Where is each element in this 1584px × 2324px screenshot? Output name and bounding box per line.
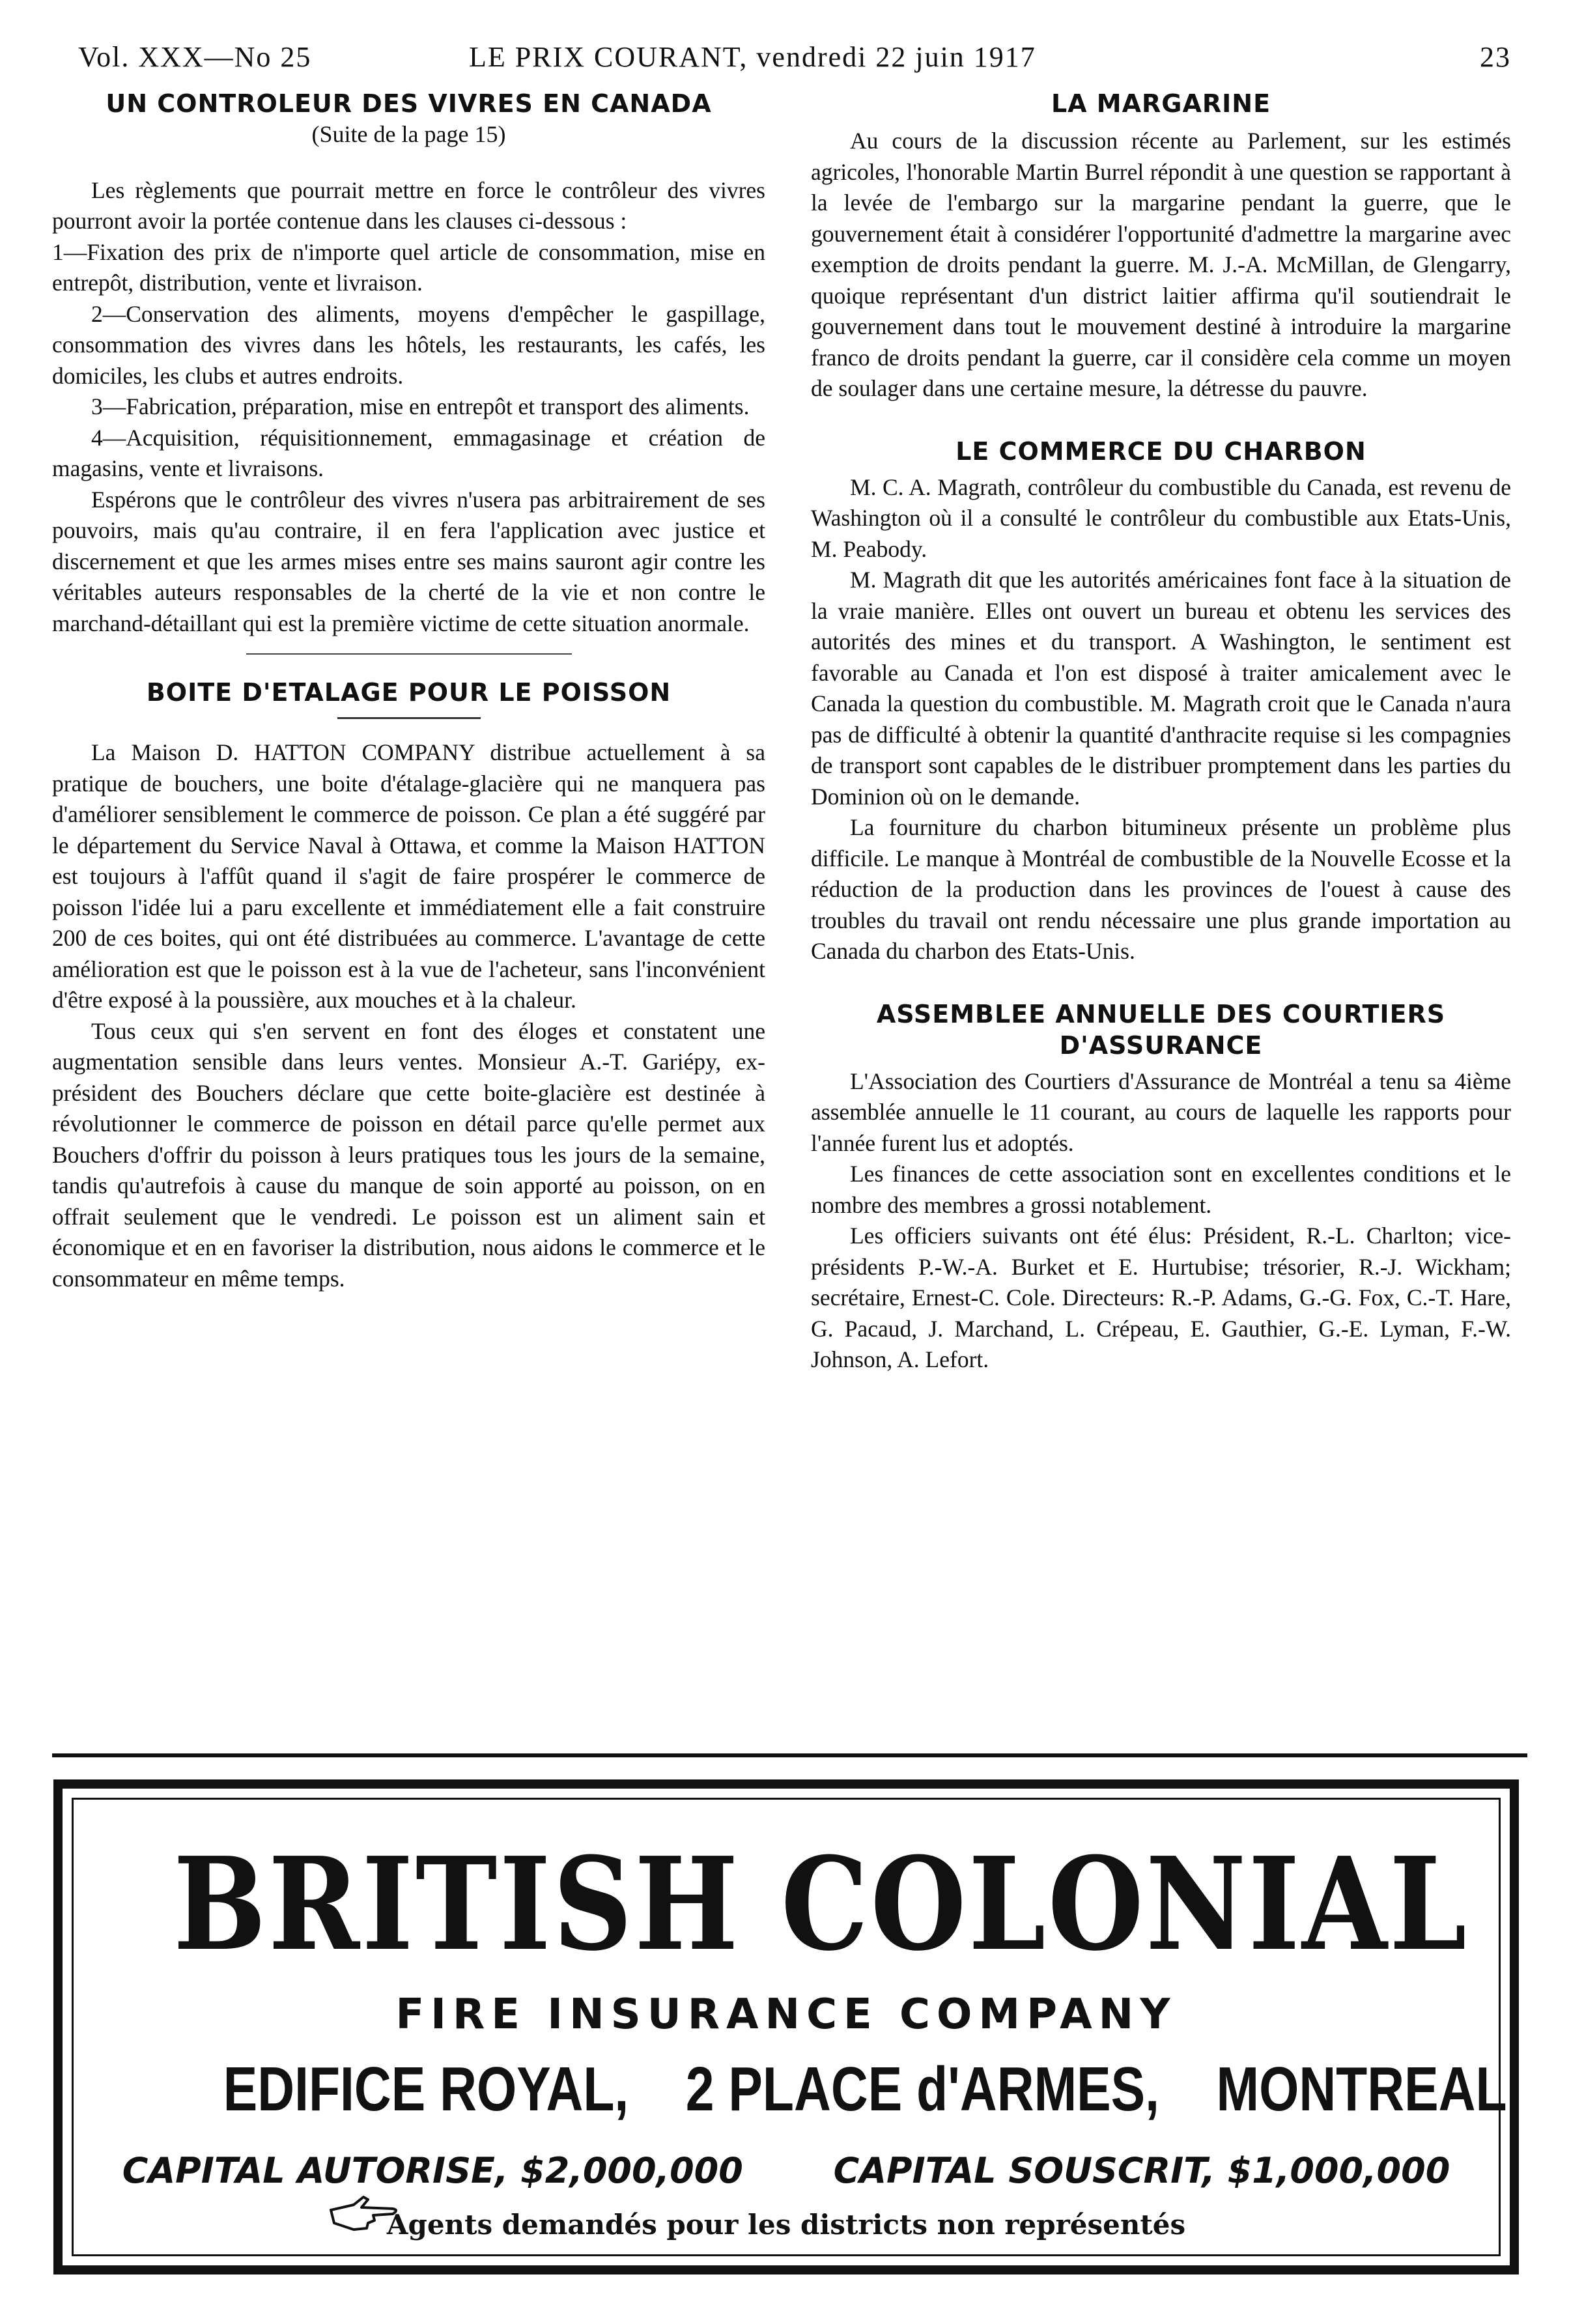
article-subtitle: (Suite de la page 15) (311, 121, 506, 147)
article-paragraph: Les règlements que pourrait mettre en force le contrôleur des vivres pourront avoir la portée contenue dans les clauses ci-dessous : (52, 177, 765, 234)
article-margarine (811, 88, 1511, 404)
article-list-item: 1—Fixation des prix de n'importe quel article de consommation, mise en entrepôt, distribution, vente et livraison. (52, 238, 765, 296)
ad-brand-name: BRITISH COLONIAL (173, 1830, 1469, 1979)
article-paragraph: La fourniture du charbon bitumineux présente un problème plus difficile. Le manque à Montréal de combustible de la Nouvelle Ecosse et la réduction de la production dans les provinces de l'ouest à cause des troubles du travail ont rendu nécessaire une plus grande importation au Canada du charbon des Etats-Unis. (811, 814, 1511, 964)
article-paragraph: M. Magrath dit que les autorités américaines font face à la situation de la vraie manière. Elles ont ouvert un bureau et obtenu les services des autorités des mines et du transport. A Washington, le sentiment est favorable au Canada et l'on est disposé à traiter amicalement avec le Canada la question du combustible. M. Magrath croit que le Canada n'aura pas de difficulté à obtenir la quantité d'anthracite requise si les compagnies de transport sont capables de le distribuer promptement dans les parties du Dominion où on le demande. (811, 567, 1511, 810)
article-commerce-charbon (811, 436, 1511, 967)
volume-number: Vol. XXX—No 25 (78, 41, 312, 73)
ad-top-rule (52, 1753, 1527, 1757)
article-controleur-vivres (52, 88, 765, 639)
article-paragraph: M. C. A. Magrath, contrôleur du combustible du Canada, est revenu de Washington où il a consulté le contrôleur du combustible aux Etats-Unis, M. Peabody. (811, 474, 1511, 562)
left-column (52, 88, 765, 1294)
ad-address-building: EDIFICE ROYAL, (223, 2054, 629, 2124)
ad-capital-subscribed: CAPITAL SOUSCRIT, $1,000,000 (833, 2150, 1450, 2191)
article-list-item: 2—Conservation des aliments, moyens d'empêcher le gaspillage, consommation des vivres dans les hôtels, les restaurants, les cafés, les domiciles, les clubs et autres endroits. (52, 300, 765, 389)
article-title: UN CONTROLEUR DES VIVRES EN CANADA (106, 89, 712, 118)
page-number: 23 (1480, 41, 1511, 73)
advertisement-inner-frame (72, 1798, 1507, 2256)
ad-address-city: MONTREAL (1216, 2054, 1507, 2124)
ad-agents-notice: Agents demandés pour les districts non représentés (386, 2209, 1186, 2241)
ad-address-street: 2 PLACE d'ARMES, (685, 2054, 1160, 2124)
right-column (811, 88, 1511, 1376)
ad-capital (74, 2148, 1499, 2194)
article-list-item: 3—Fabrication, préparation, mise en entrepôt et transport des aliments. (91, 393, 750, 419)
article-paragraph: Espérons que le contrôleur des vivres n'usera pas arbitrairement de ses pouvoirs, mais qu'au contraire, il en fera l'application avec justice et discernement et que les armes mises entre ses mains sauront agir contre les véritables auteurs responsables de la cherté de la vie et non contre le marchand-détaillant qui est la première victime de cette situation anormale. (52, 486, 765, 636)
article-paragraph: La Maison D. HATTON COMPANY distribue actuellement à sa pratique de bouchers, une boite d'étalage-glacière qui ne manquera pas d'améliorer sensiblement le commerce de poisson. Ce plan a été suggéré par le département du Service Naval à Ottawa, et comme la Maison HATTON est toujours à l'affût quand il s'agit de faire prospérer le commerce de poisson l'idée lui a paru excellente et immédiatement elle a fait construire 200 de ces boites, qui ont été distribuées au commerce. L'avantage de cette amélioration est que le poisson est à la vue de l'acheteur, sans l'inconvénient d'être exposé à la poussière, aux mouches et à la chaleur. (52, 739, 765, 1013)
article-assemblee-courtiers (811, 999, 1511, 1376)
ad-company-type: FIRE INSURANCE COMPANY (395, 1991, 1177, 2039)
article-boite-etalage (52, 677, 765, 1294)
advertisement-box (53, 1779, 1519, 2274)
article-title: BOITE D'ETALAGE POUR LE POISSON (146, 678, 672, 707)
ad-capital-authorized: CAPITAL AUTORISE, $2,000,000 (122, 2150, 743, 2191)
article-paragraph: Les finances de cette association sont en excellentes conditions et le nombre des membres a grossi notablement. (811, 1161, 1511, 1218)
section-spacer (811, 404, 1511, 436)
article-paragraph: Au cours de la discussion récente au Parlement, sur les estimés agricoles, l'honorable Martin Burrel répondit à une question se rapportant à la levée de l'embargo sur la margarine pendant la guerre, que le gouvernement était à considérer l'opportunité d'admettre la margarine avec exemption de droits pendant la guerre. M. J.-A. McMillan, de Glengarry, quoique représentant d'un district laitier affirma qu'il soutiendrait le gouvernement dans tout le mouvement destiné à introduire la margarine franco de droits pendant la guerre, car il considère cela comme un moyen de soulager dans une certaine mesure, la détresse du pauvre. (811, 128, 1511, 401)
article-paragraph: Les officiers suivants ont été élus: Président, R.-L. Charlton; vice-présidents P.-W.-A. Burket et E. Hurtubise; trésorier, R.-J. Wickham; secrétaire, Ernest-C. Cole. Directeurs: R.-P. Adams, G.-G. Fox, C.-T. Hare, G. Pacaud, J. Marchand, L. Crépeau, E. Gauthier, G.-E. Lyman, F.-W. Johnson, A. Lefort. (811, 1223, 1511, 1372)
section-spacer (811, 967, 1511, 999)
section-divider (246, 653, 572, 655)
running-head (78, 40, 1511, 86)
article-title: LE COMMERCE DU CHARBON (955, 436, 1366, 466)
publication-title: LE PRIX COURANT, vendredi 22 juin 1917 (469, 41, 1036, 73)
ad-address (202, 2054, 1507, 2125)
article-title: ASSEMBLEE ANNUELLE DES COURTIERS D'ASSURANCE (876, 999, 1446, 1060)
title-rule (337, 717, 481, 719)
article-list-item: 4—Acquisition, réquisitionnement, emmagasinage et création de magasins, vente et livraisons. (52, 424, 765, 481)
article-title: LA MARGARINE (1051, 89, 1271, 118)
article-paragraph: L'Association des Courtiers d'Assurance de Montréal a tenu sa 4ième assemblée annuelle le 11 courant, au cours de laquelle les rapports pour l'année furent lus et adoptés. (811, 1068, 1511, 1156)
article-paragraph: Tous ceux qui s'en servent en font des éloges et constatent une augmentation sensible dans leurs ventes. Monsieur A.-T. Gariépy, ex-président des Bouchers déclare que cette boite-glacière est destinée à révolutionner le commerce de poisson en détail parce qu'elle permet aux Bouchers d'offrir du poisson à leurs pratiques tous les jours de la semaine, tandis qu'autrefois à cause du manque de soin apporté au poisson, on en offrait seulement que le vendredi. Le poisson est un aliment sain et économique et en en favoriser la distribution, nous aidons le commerce et le consommateur en même temps. (52, 1017, 765, 1292)
